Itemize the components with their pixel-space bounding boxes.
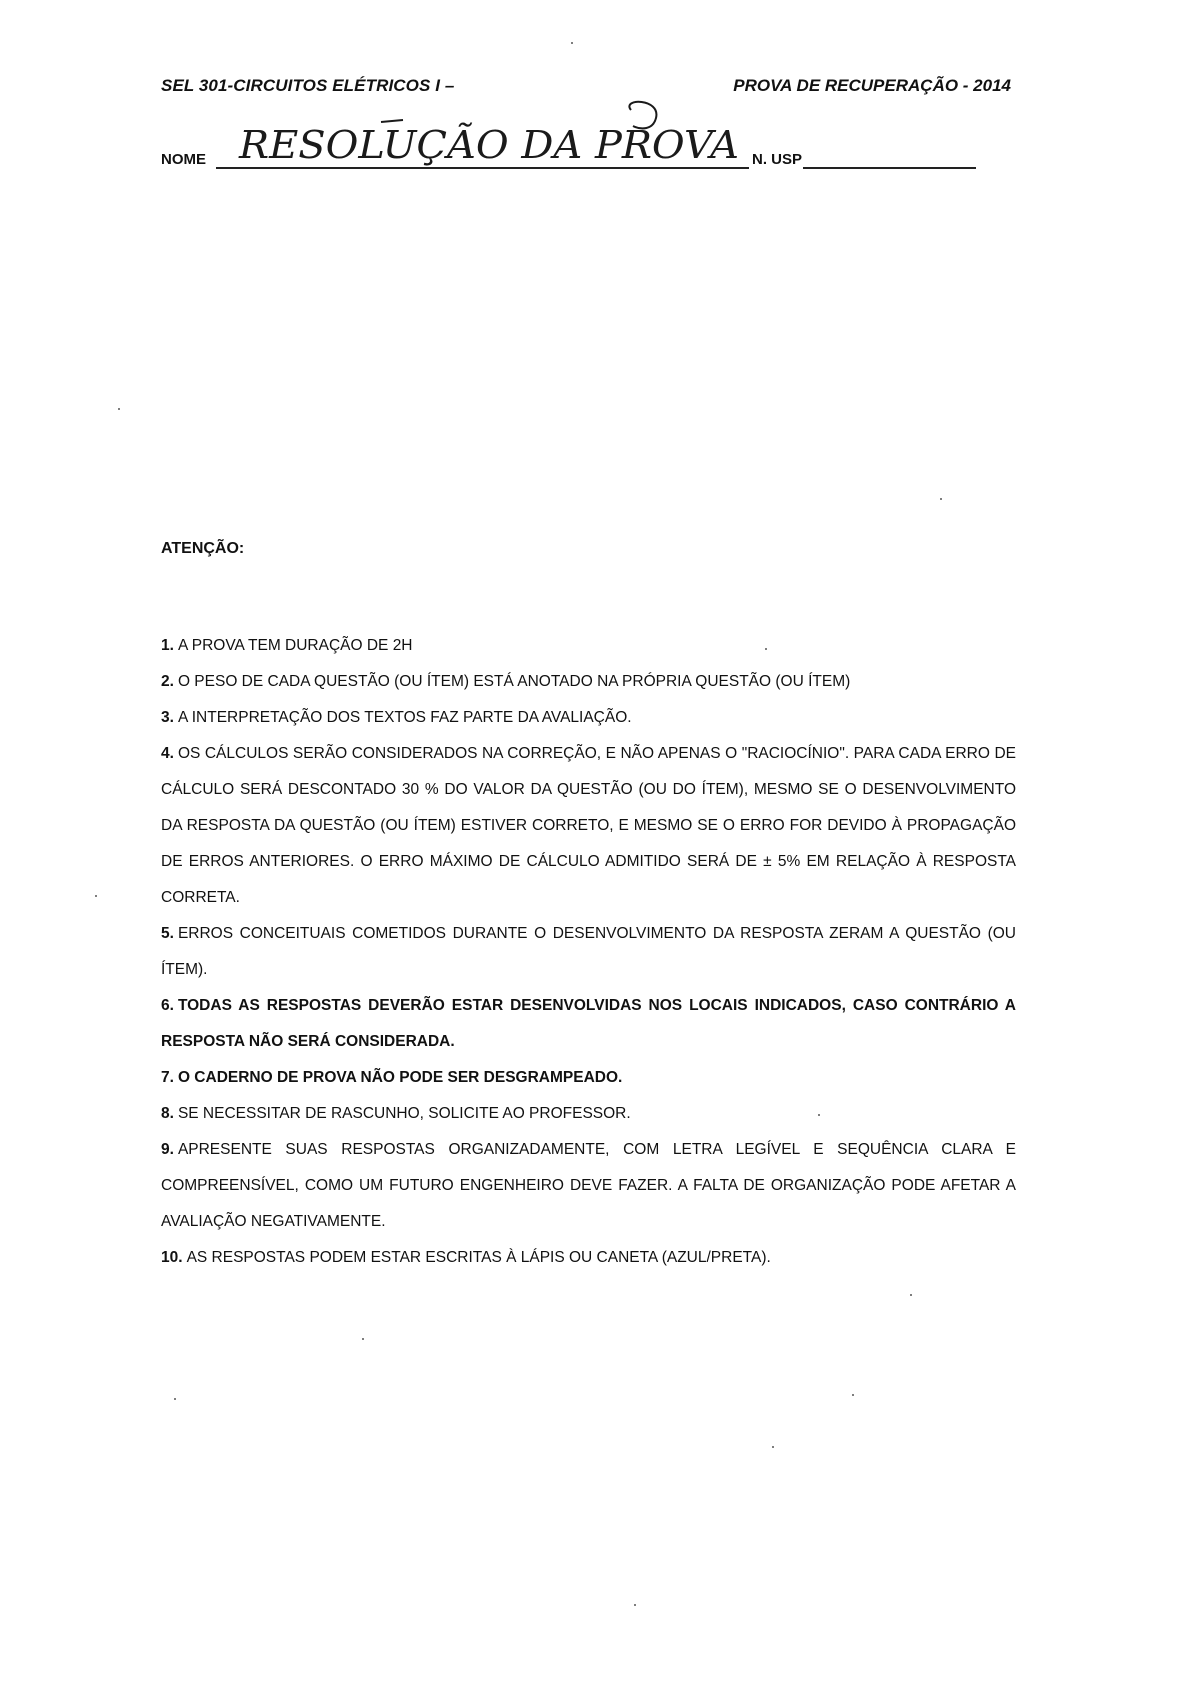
name-label: NOME: [161, 151, 206, 168]
handwritten-name: [231, 100, 751, 170]
rule-item: [161, 736, 1016, 916]
rule-text: O CADERNO DE PROVA NÃO PODE SER DESGRAMPEADO.: [177, 1069, 623, 1086]
scan-speck: [818, 1114, 820, 1116]
rule-text: ERROS CONCEITUAIS COMETIDOS DURANTE O DESENVOLVIMENTO DA RESPOSTA ZERAM A QUESTÃO (OU ÍTEM).: [161, 925, 1016, 978]
rule-item: [161, 1096, 1016, 1132]
rule-number: 7.: [161, 1069, 174, 1086]
usp-underline: [803, 167, 976, 169]
rule-number: 8.: [161, 1105, 174, 1122]
rule-item: [161, 1060, 1016, 1096]
scan-speck: [852, 1394, 854, 1396]
rule-text: OS CÁLCULOS SERÃO CONSIDERADOS NA CORREÇÃO, E NÃO APENAS O "RACIOCÍNIO". PARA CADA ERRO DE CÁLCULO SERÁ DESCONTADO 30 % DO VALOR DA QUESTÃO (OU DO ÍTEM), MESMO SE O DESENVOLVIMENTO DA RESPOSTA DA QUESTÃO (OU ÍTEM) ESTIVER CORRETO, E MESMO SE O ERRO FOR DEVIDO À PROPAGAÇÃO DE ERROS ANTERIORES. O ERRO MÁXIMO DE CÁLCULO ADMITIDO SERÁ DE ± 5% EM RELAÇÃO À RESPOSTA CORRETA.: [161, 745, 1016, 906]
rule-number: 4.: [161, 745, 174, 762]
scan-speck: [95, 895, 97, 897]
rule-item: [161, 1240, 1016, 1276]
rule-text: A PROVA TEM DURAÇÃO DE 2H: [177, 637, 413, 654]
rule-text: A INTERPRETAÇÃO DOS TEXTOS FAZ PARTE DA AVALIAÇÃO.: [177, 709, 632, 726]
rule-text: APRESENTE SUAS RESPOSTAS ORGANIZADAMENTE, COM LETRA LEGÍVEL E SEQUÊNCIA CLARA E COMPREENSÍVEL, COMO UM FUTURO ENGENHEIRO DEVE FAZER. A FALTA DE ORGANIZAÇÃO PODE AFETAR A AVALIAÇÃO NEGATIVAMENTE.: [161, 1141, 1016, 1230]
rule-number: 9.: [161, 1141, 174, 1158]
exam-title: PROVA DE RECUPERAÇÃO - 2014: [733, 76, 1011, 95]
scan-speck: [940, 498, 942, 500]
usp-label: N. USP: [752, 151, 803, 168]
rules-list: [161, 628, 1016, 1276]
scan-speck: [772, 1446, 774, 1448]
course-header: SEL 301-CIRCUITOS ELÉTRICOS I –: [161, 76, 455, 95]
rule-text: O PESO DE CADA QUESTÃO (OU ÍTEM) ESTÁ ANOTADO NA PRÓPRIA QUESTÃO (OU ÍTEM): [177, 673, 851, 690]
scan-speck: [174, 1398, 176, 1400]
tilde-mark: [381, 120, 403, 122]
attention-title: ATENÇÃO:: [161, 540, 245, 557]
scan-speck: [118, 408, 120, 410]
rule-text: AS RESPOSTAS PODEM ESTAR ESCRITAS À LÁPIS OU CANETA (AZUL/PRETA).: [186, 1249, 771, 1266]
rule-text: TODAS AS RESPOSTAS DEVERÃO ESTAR DESENVOLVIDAS NOS LOCAIS INDICADOS, CASO CONTRÁRIO A RESPOSTA NÃO SERÁ CONSIDERADA.: [161, 997, 1016, 1050]
rule-number: 2.: [161, 673, 174, 690]
rule-item: [161, 700, 1016, 736]
rule-item: [161, 628, 1016, 664]
name-row: [161, 100, 981, 170]
rule-item: [161, 1132, 1016, 1240]
rule-number: 10.: [161, 1249, 183, 1266]
rule-item: [161, 916, 1016, 988]
scan-speck: [362, 1338, 364, 1340]
rule-number: 5.: [161, 925, 174, 942]
scan-speck: [765, 648, 767, 650]
rule-number: 3.: [161, 709, 174, 726]
scan-speck: [571, 42, 573, 44]
rule-item: [161, 988, 1016, 1060]
handwritten-name-text: RESOLUÇÃO DA PROVA: [237, 123, 739, 167]
scan-speck: [910, 1294, 912, 1296]
scan-speck: [634, 1604, 636, 1606]
rule-number: 1.: [161, 637, 174, 654]
rule-text: SE NECESSITAR DE RASCUNHO, SOLICITE AO PROFESSOR.: [177, 1105, 631, 1122]
rule-number: 6.: [161, 997, 174, 1014]
rule-item: [161, 664, 1016, 700]
